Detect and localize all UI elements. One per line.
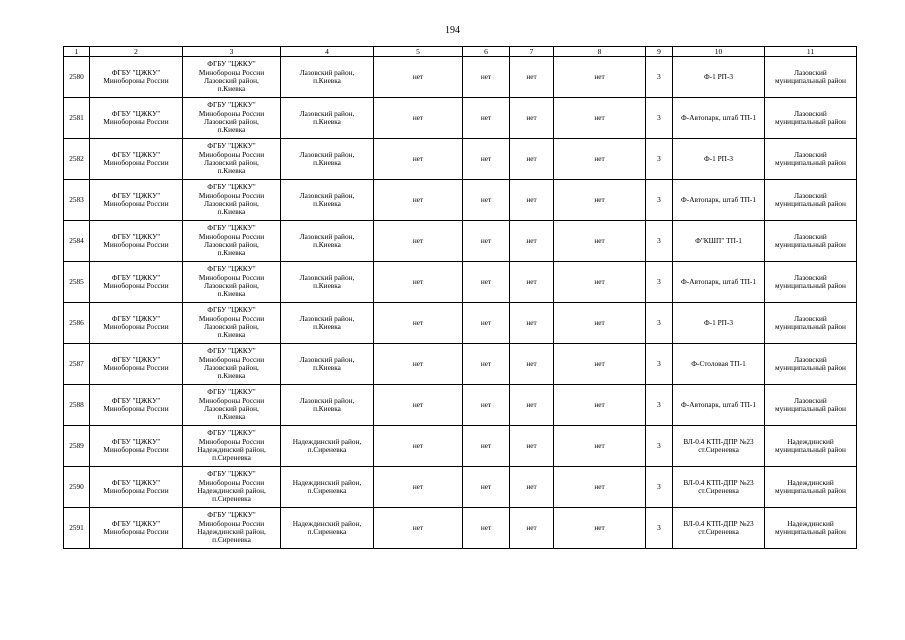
col6-cell: нет	[463, 139, 510, 180]
cell-line: Ф"КШП" ТП-1	[695, 235, 742, 245]
col7-cell: нет	[510, 221, 554, 262]
feeder-cell	[673, 344, 765, 385]
cell-line: Минобороны России	[103, 158, 169, 167]
owner-address-cell	[183, 98, 281, 139]
municipality-cell	[765, 262, 857, 303]
owner-address-cell	[183, 221, 281, 262]
row-number-cell: 2583	[64, 180, 90, 221]
location-cell	[281, 508, 374, 549]
cell-line: Минобороны России	[103, 527, 169, 536]
location-cell	[281, 262, 374, 303]
col5-cell: нет	[374, 426, 463, 467]
municipality-cell	[765, 344, 857, 385]
cell-line: Надеждинский	[787, 436, 834, 446]
col5-cell: нет	[374, 262, 463, 303]
col7-cell: нет	[510, 344, 554, 385]
col6-cell: нет	[463, 426, 510, 467]
cell-line: ФГБУ "ЦЖКУ"	[207, 428, 256, 438]
col8-cell: нет	[554, 57, 646, 98]
cell-line: Минобороны России	[103, 240, 169, 249]
cell-line: ФГБУ "ЦЖКУ"	[111, 67, 161, 77]
cell-line: Минобороны России	[198, 108, 265, 118]
cell-line: ФГБУ "ЦЖКУ"	[111, 272, 161, 282]
col6-cell: нет	[463, 344, 510, 385]
cell-line: ФГБУ "ЦЖКУ"	[207, 346, 256, 356]
municipality-cell	[765, 180, 857, 221]
municipality-cell	[765, 467, 857, 508]
table-row	[64, 467, 857, 508]
owner-address-cell	[183, 426, 281, 467]
column-header: 10	[673, 47, 765, 57]
column-header: 8	[554, 47, 646, 57]
cell-line: ФГБУ "ЦЖКУ"	[207, 264, 256, 274]
owner-address-cell	[183, 344, 281, 385]
cell-line: Лазовский район,	[204, 158, 259, 167]
cell-line: Надеждинский	[787, 477, 834, 487]
cell-line: Минобороны России	[103, 322, 169, 331]
cell-line: ст.Сиреневка	[698, 486, 739, 495]
row-number-cell: 2590	[64, 467, 90, 508]
cell-line: Лазовский район,	[204, 404, 259, 413]
cell-line: Лазовский район,	[299, 149, 355, 159]
cell-line: ст.Сиреневка	[698, 527, 739, 536]
cell-line: Минобороны России	[103, 445, 169, 454]
column-header: 1	[64, 47, 90, 57]
location-cell	[281, 426, 374, 467]
cell-line: ВЛ-0.4 КТП-ДПР №23	[683, 436, 754, 446]
cell-line: Минобороны России	[103, 404, 169, 413]
col7-cell: нет	[510, 467, 554, 508]
column-header: 11	[765, 47, 857, 57]
cell-line: Минобороны России	[103, 117, 169, 126]
cell-line: Лазовский район,	[299, 108, 355, 118]
cell-line: Ф-Автопарк, штаб ТП-1	[681, 399, 756, 409]
voltage-class-cell: 3	[646, 508, 673, 549]
cell-line: ФГБУ "ЦЖКУ"	[207, 223, 256, 233]
cell-line: муниципальный район	[775, 76, 846, 85]
col6-cell: нет	[463, 303, 510, 344]
col7-cell: нет	[510, 262, 554, 303]
cell-line: ФГБУ "ЦЖКУ"	[111, 477, 161, 487]
cell-line: Надеждинский	[787, 518, 834, 528]
cell-line: ВЛ-0.4 КТП-ДПР №23	[683, 518, 754, 528]
feeder-cell	[673, 139, 765, 180]
cell-line: Лазовский район,	[299, 395, 355, 405]
cell-line: Надеждинский район,	[197, 486, 266, 495]
col7-cell: нет	[510, 303, 554, 344]
feeder-cell	[673, 221, 765, 262]
location-cell	[281, 303, 374, 344]
column-header: 5	[374, 47, 463, 57]
cell-line: Лазовский	[794, 354, 827, 364]
owner-cell	[90, 221, 183, 262]
cell-line: Лазовский	[794, 190, 827, 200]
voltage-class-cell: 3	[646, 385, 673, 426]
cell-line: п.Киевка	[313, 322, 341, 331]
cell-line: муниципальный район	[775, 527, 846, 536]
col5-cell: нет	[374, 98, 463, 139]
column-header: 9	[646, 47, 673, 57]
col8-cell: нет	[554, 180, 646, 221]
owner-cell	[90, 57, 183, 98]
cell-line: муниципальный район	[775, 199, 846, 208]
cell-line: ФГБУ "ЦЖКУ"	[207, 100, 256, 110]
cell-line: п.Киевка	[313, 404, 341, 413]
cell-line: муниципальный район	[775, 240, 846, 249]
row-number-cell: 2588	[64, 385, 90, 426]
cell-line: муниципальный район	[775, 322, 846, 331]
cell-line: Лазовский район,	[299, 272, 355, 282]
cell-line: Лазовский район,	[204, 240, 259, 249]
table-row	[64, 303, 857, 344]
feeder-cell	[673, 98, 765, 139]
voltage-class-cell: 3	[646, 344, 673, 385]
cell-line: п.Киевка	[313, 363, 341, 372]
cell-line: ФГБУ "ЦЖКУ"	[111, 354, 161, 364]
table-row	[64, 180, 857, 221]
cell-line: ФГБУ "ЦЖКУ"	[207, 141, 256, 151]
registry-table	[63, 46, 857, 549]
voltage-class-cell: 3	[646, 303, 673, 344]
location-cell	[281, 180, 374, 221]
col6-cell: нет	[463, 221, 510, 262]
owner-address-cell	[183, 180, 281, 221]
cell-line: п.Киевка	[217, 84, 246, 94]
table-row	[64, 221, 857, 262]
col5-cell: нет	[374, 385, 463, 426]
cell-line: Лазовский	[794, 108, 827, 118]
cell-line: Минобороны России	[198, 190, 265, 200]
cell-line: ФГБУ "ЦЖКУ"	[207, 59, 256, 69]
voltage-class-cell: 3	[646, 262, 673, 303]
col6-cell: нет	[463, 262, 510, 303]
table-body	[64, 47, 857, 549]
cell-line: Надеждинский район,	[197, 527, 266, 536]
col8-cell: нет	[554, 467, 646, 508]
cell-line: п.Киевка	[313, 281, 341, 290]
feeder-cell	[673, 57, 765, 98]
cell-line: ФГБУ "ЦЖКУ"	[207, 305, 256, 315]
cell-line: Ф-Автопарк, штаб ТП-1	[681, 194, 756, 204]
cell-line: Минобороны России	[198, 477, 265, 487]
feeder-cell	[673, 385, 765, 426]
cell-line: Минобороны России	[103, 486, 169, 495]
municipality-cell	[765, 57, 857, 98]
col7-cell: нет	[510, 98, 554, 139]
cell-line: ФГБУ "ЦЖКУ"	[111, 436, 161, 446]
cell-line: Надеждинский район,	[292, 436, 362, 446]
cell-line: муниципальный район	[775, 445, 846, 454]
cell-line: Минобороны России	[198, 354, 265, 364]
cell-line: Ф-1 РП-3	[703, 317, 734, 327]
col8-cell: нет	[554, 344, 646, 385]
cell-line: п.Сиреневка	[307, 486, 347, 495]
cell-line: Минобороны России	[198, 149, 265, 159]
municipality-cell	[765, 426, 857, 467]
col8-cell: нет	[554, 139, 646, 180]
cell-line: Минобороны России	[198, 272, 265, 282]
column-header: 3	[183, 47, 281, 57]
cell-line: ФГБУ "ЦЖКУ"	[207, 469, 256, 479]
cell-line: п.Киевка	[313, 158, 341, 167]
row-number-cell: 2584	[64, 221, 90, 262]
feeder-cell	[673, 303, 765, 344]
owner-cell	[90, 467, 183, 508]
cell-line: муниципальный район	[775, 404, 846, 413]
cell-line: ФГБУ "ЦЖКУ"	[207, 510, 256, 520]
cell-line: ВЛ-0.4 КТП-ДПР №23	[683, 477, 754, 487]
cell-line: Минобороны России	[198, 436, 265, 446]
header-row	[64, 47, 857, 57]
cell-line: Лазовский район,	[204, 117, 259, 126]
cell-line: Ф-Автопарк, штаб ТП-1	[681, 276, 756, 286]
cell-line: п.Сиреневка	[307, 445, 347, 454]
cell-line: Лазовский район,	[204, 76, 259, 85]
table-row	[64, 508, 857, 549]
cell-line: ФГБУ "ЦЖКУ"	[111, 313, 161, 323]
col6-cell: нет	[463, 180, 510, 221]
col5-cell: нет	[374, 139, 463, 180]
col8-cell: нет	[554, 385, 646, 426]
municipality-cell	[765, 385, 857, 426]
col6-cell: нет	[463, 57, 510, 98]
column-header: 2	[90, 47, 183, 57]
table-row	[64, 57, 857, 98]
voltage-class-cell: 3	[646, 180, 673, 221]
column-header: 7	[510, 47, 554, 57]
col8-cell: нет	[554, 303, 646, 344]
cell-line: Минобороны России	[103, 281, 169, 290]
cell-line: Лазовский район,	[299, 354, 355, 364]
cell-line: Лазовский район,	[204, 322, 259, 331]
col7-cell: нет	[510, 426, 554, 467]
col8-cell: нет	[554, 426, 646, 467]
feeder-cell	[673, 426, 765, 467]
owner-cell	[90, 139, 183, 180]
cell-line: п.Киевка	[217, 330, 246, 340]
voltage-class-cell: 3	[646, 139, 673, 180]
owner-cell	[90, 508, 183, 549]
feeder-cell	[673, 508, 765, 549]
cell-line: Лазовский	[794, 395, 827, 405]
cell-line: Надеждинский район,	[197, 445, 266, 454]
table-row	[64, 385, 857, 426]
cell-line: Минобороны России	[198, 518, 265, 528]
col7-cell: нет	[510, 57, 554, 98]
cell-line: п.Киевка	[217, 166, 246, 176]
cell-line: ФГБУ "ЦЖКУ"	[207, 182, 256, 192]
cell-line: Надеждинский район,	[292, 518, 362, 528]
voltage-class-cell: 3	[646, 98, 673, 139]
table-row	[64, 426, 857, 467]
municipality-cell	[765, 98, 857, 139]
cell-line: Ф-Столовая ТП-1	[691, 358, 746, 368]
cell-line: ФГБУ "ЦЖКУ"	[111, 395, 161, 405]
row-number-cell: 2580	[64, 57, 90, 98]
cell-line: Лазовский	[794, 231, 827, 241]
col8-cell: нет	[554, 262, 646, 303]
col7-cell: нет	[510, 508, 554, 549]
voltage-class-cell: 3	[646, 426, 673, 467]
row-number-cell: 2581	[64, 98, 90, 139]
cell-line: Минобороны России	[103, 363, 169, 372]
cell-line: муниципальный район	[775, 117, 846, 126]
col7-cell: нет	[510, 385, 554, 426]
row-number-cell: 2587	[64, 344, 90, 385]
feeder-cell	[673, 180, 765, 221]
table-row	[64, 262, 857, 303]
feeder-cell	[673, 262, 765, 303]
row-number-cell: 2582	[64, 139, 90, 180]
col8-cell: нет	[554, 508, 646, 549]
cell-line: п.Киевка	[217, 248, 246, 258]
owner-address-cell	[183, 57, 281, 98]
cell-line: ФГБУ "ЦЖКУ"	[111, 231, 161, 241]
col5-cell: нет	[374, 221, 463, 262]
col6-cell: нет	[463, 467, 510, 508]
owner-cell	[90, 180, 183, 221]
cell-line: п.Сиреневка	[212, 535, 251, 545]
cell-line: Минобороны России	[103, 76, 169, 85]
cell-line: Лазовский	[794, 67, 827, 77]
cell-line: п.Сиреневка	[307, 527, 347, 536]
location-cell	[281, 385, 374, 426]
col5-cell: нет	[374, 180, 463, 221]
owner-address-cell	[183, 303, 281, 344]
cell-line: муниципальный район	[775, 158, 846, 167]
owner-address-cell	[183, 467, 281, 508]
row-number-cell: 2589	[64, 426, 90, 467]
col5-cell: нет	[374, 508, 463, 549]
cell-line: Лазовский район,	[299, 231, 355, 241]
feeder-cell	[673, 467, 765, 508]
cell-line: п.Киевка	[313, 199, 341, 208]
cell-line: п.Киевка	[217, 412, 246, 422]
owner-cell	[90, 344, 183, 385]
cell-line: ФГБУ "ЦЖКУ"	[111, 108, 161, 118]
cell-line: Лазовский район,	[299, 67, 355, 77]
cell-line: п.Киевка	[313, 240, 341, 249]
cell-line: Минобороны России	[103, 199, 169, 208]
cell-line: п.Киевка	[313, 76, 341, 85]
cell-line: Лазовский	[794, 272, 827, 282]
cell-line: муниципальный район	[775, 363, 846, 372]
cell-line: ФГБУ "ЦЖКУ"	[207, 387, 256, 397]
cell-line: п.Сиреневка	[212, 494, 251, 504]
column-header: 6	[463, 47, 510, 57]
location-cell	[281, 344, 374, 385]
cell-line: Лазовский район,	[204, 363, 259, 372]
voltage-class-cell: 3	[646, 221, 673, 262]
cell-line: п.Киевка	[313, 117, 341, 126]
owner-address-cell	[183, 385, 281, 426]
cell-line: п.Сиреневка	[212, 453, 251, 463]
col6-cell: нет	[463, 508, 510, 549]
col5-cell: нет	[374, 303, 463, 344]
cell-line: Надеждинский район,	[292, 477, 362, 487]
voltage-class-cell: 3	[646, 57, 673, 98]
owner-cell	[90, 98, 183, 139]
cell-line: Минобороны России	[198, 395, 265, 405]
cell-line: Лазовский район,	[299, 313, 355, 323]
municipality-cell	[765, 508, 857, 549]
column-header: 4	[281, 47, 374, 57]
cell-line: Ф-Автопарк, штаб ТП-1	[681, 112, 756, 122]
cell-line: Лазовский район,	[299, 190, 355, 200]
owner-cell	[90, 426, 183, 467]
table-row	[64, 344, 857, 385]
row-number-cell: 2591	[64, 508, 90, 549]
col7-cell: нет	[510, 180, 554, 221]
cell-line: Минобороны России	[198, 231, 265, 241]
page-number: 194	[445, 25, 460, 36]
municipality-cell	[765, 221, 857, 262]
cell-line: ст.Сиреневка	[698, 445, 739, 454]
cell-line: п.Киевка	[217, 207, 246, 217]
owner-cell	[90, 385, 183, 426]
cell-line: Минобороны России	[198, 67, 265, 77]
location-cell	[281, 221, 374, 262]
municipality-cell	[765, 139, 857, 180]
owner-address-cell	[183, 139, 281, 180]
cell-line: ФГБУ "ЦЖКУ"	[111, 149, 161, 159]
cell-line: Лазовский	[794, 313, 827, 323]
cell-line: ФГБУ "ЦЖКУ"	[111, 190, 161, 200]
cell-line: Лазовский район,	[204, 281, 259, 290]
owner-cell	[90, 303, 183, 344]
owner-address-cell	[183, 508, 281, 549]
location-cell	[281, 57, 374, 98]
location-cell	[281, 139, 374, 180]
col8-cell: нет	[554, 98, 646, 139]
col7-cell: нет	[510, 139, 554, 180]
cell-line: Лазовский район,	[204, 199, 259, 208]
location-cell	[281, 98, 374, 139]
col5-cell: нет	[374, 467, 463, 508]
cell-line: п.Киевка	[217, 371, 246, 381]
cell-line: муниципальный район	[775, 281, 846, 290]
cell-line: п.Киевка	[217, 289, 246, 299]
voltage-class-cell: 3	[646, 467, 673, 508]
row-number-cell: 2586	[64, 303, 90, 344]
cell-line: Ф-1 РП-3	[703, 71, 734, 81]
cell-line: Минобороны России	[198, 313, 265, 323]
owner-cell	[90, 262, 183, 303]
table-row	[64, 98, 857, 139]
location-cell	[281, 467, 374, 508]
col8-cell: нет	[554, 221, 646, 262]
cell-line: Ф-1 РП-3	[703, 153, 734, 163]
cell-line: Лазовский	[794, 149, 827, 159]
cell-line: п.Киевка	[217, 125, 246, 135]
cell-line: ФГБУ "ЦЖКУ"	[111, 518, 161, 528]
col6-cell: нет	[463, 98, 510, 139]
col6-cell: нет	[463, 385, 510, 426]
cell-line: муниципальный район	[775, 486, 846, 495]
col5-cell: нет	[374, 344, 463, 385]
col5-cell: нет	[374, 57, 463, 98]
row-number-cell: 2585	[64, 262, 90, 303]
table-row	[64, 139, 857, 180]
owner-address-cell	[183, 262, 281, 303]
municipality-cell	[765, 303, 857, 344]
